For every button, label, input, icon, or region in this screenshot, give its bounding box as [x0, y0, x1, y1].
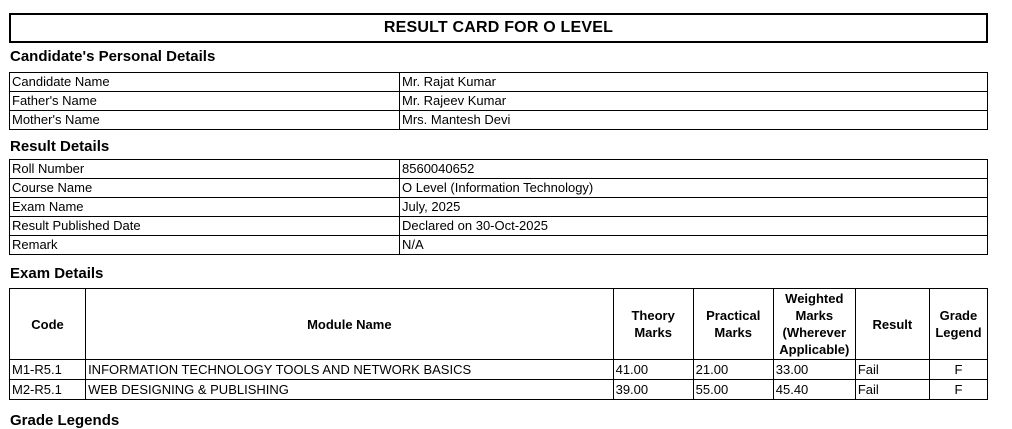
module-result: Fail [855, 380, 929, 400]
column-header-practical-marks: Practical Marks [693, 289, 773, 360]
table-row [10, 111, 988, 130]
row-label: Mother's Name [10, 111, 400, 130]
personal-details-table [9, 72, 988, 130]
row-value: Mr. Rajeev Kumar [400, 92, 988, 111]
module-code: M1-R5.1 [10, 360, 86, 380]
grade-legend: F [929, 380, 987, 400]
table-row [10, 236, 988, 255]
result-details-heading: Result Details [10, 138, 110, 155]
result-details-table [9, 159, 988, 255]
exam-details-table [9, 288, 988, 400]
grade-legends-heading: Grade Legends [10, 412, 120, 429]
row-label: Candidate Name [10, 73, 400, 92]
row-value: Mrs. Mantesh Devi [400, 111, 988, 130]
module-result: Fail [855, 360, 929, 380]
row-value: N/A [400, 236, 988, 255]
personal-details-heading: Candidate's Personal Details [10, 48, 216, 65]
page-title: RESULT CARD FOR O LEVEL [383, 19, 614, 36]
exam-row-m1 [10, 360, 988, 380]
weighted-marks: 33.00 [773, 360, 855, 380]
column-header-module-name: Module Name [86, 289, 614, 360]
exam-details-heading: Exam Details [10, 265, 104, 282]
module-code: M2-R5.1 [10, 380, 86, 400]
title-box [9, 13, 988, 43]
row-label: Remark [10, 236, 400, 255]
table-row [10, 179, 988, 198]
table-row [10, 217, 988, 236]
table-row [10, 92, 988, 111]
column-header-weighted-marks: Weighted Marks (Wherever Applicable) [773, 289, 855, 360]
row-label: Roll Number [10, 160, 400, 179]
grade-legend: F [929, 360, 987, 380]
module-name: WEB DESIGNING & PUBLISHING [86, 380, 614, 400]
practical-marks: 55.00 [693, 380, 773, 400]
theory-marks: 41.00 [613, 360, 693, 380]
exam-row-m2 [10, 380, 988, 400]
table-row [10, 73, 988, 92]
row-label: Result Published Date [10, 217, 400, 236]
row-value: O Level (Information Technology) [400, 179, 988, 198]
column-header-code: Code [10, 289, 86, 360]
column-header-result: Result [855, 289, 929, 360]
row-value: July, 2025 [400, 198, 988, 217]
row-label: Exam Name [10, 198, 400, 217]
column-header-grade-legend: Grade Legend [929, 289, 987, 360]
table-row [10, 160, 988, 179]
row-label: Course Name [10, 179, 400, 198]
table-row [10, 198, 988, 217]
weighted-marks: 45.40 [773, 380, 855, 400]
column-header-theory-marks: Theory Marks [613, 289, 693, 360]
module-name: INFORMATION TECHNOLOGY TOOLS AND NETWORK BASICS [86, 360, 614, 380]
row-value: 8560040652 [400, 160, 988, 179]
row-value: Mr. Rajat Kumar [400, 73, 988, 92]
practical-marks: 21.00 [693, 360, 773, 380]
row-value: Declared on 30-Oct-2025 [400, 217, 988, 236]
exam-header-row [10, 289, 988, 360]
row-label: Father's Name [10, 92, 400, 111]
theory-marks: 39.00 [613, 380, 693, 400]
